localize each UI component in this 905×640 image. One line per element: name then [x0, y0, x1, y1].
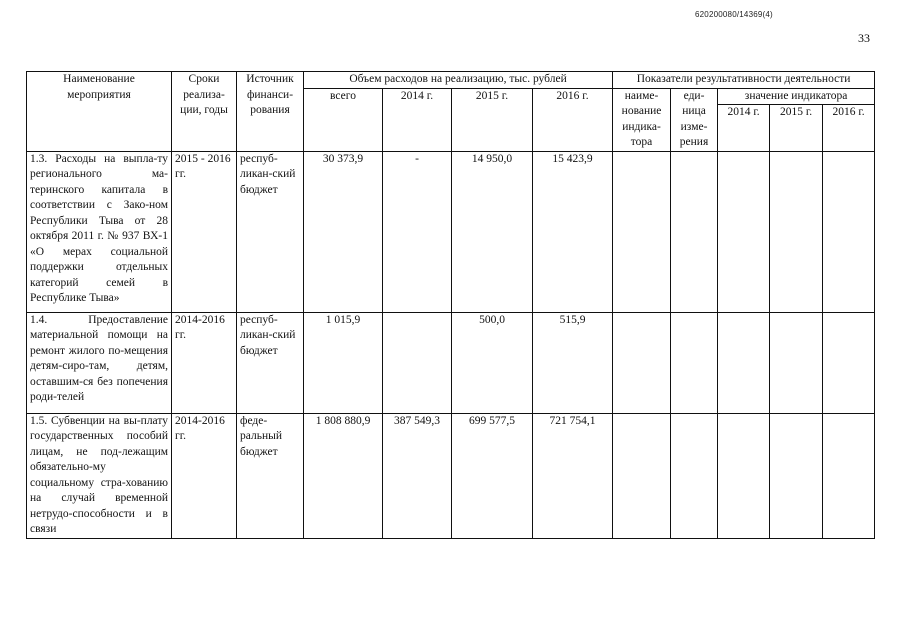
activity-2016: 721 754,1	[533, 413, 613, 538]
header-period: Сроки реализа-ции, годы	[172, 72, 237, 152]
activity-2016: 15 423,9	[533, 151, 613, 312]
header-2015: 2015 г.	[452, 88, 533, 151]
activity-total: 1 015,9	[304, 312, 383, 413]
header-total: всего	[304, 88, 383, 151]
table-row	[27, 151, 875, 312]
table-row	[27, 312, 875, 413]
activity-2014	[383, 312, 452, 413]
program-activities-table	[26, 71, 875, 539]
activity-source: респуб-ликан-ский бюджет	[237, 151, 304, 312]
document-id: 620200080/14369(4)	[695, 10, 773, 19]
indicator-2014-cell	[718, 151, 770, 312]
activity-2015: 500,0	[452, 312, 533, 413]
header-2016: 2016 г.	[533, 88, 613, 151]
activity-period: 2014-2016 гг.	[172, 312, 237, 413]
indicator-2014-cell	[718, 413, 770, 538]
header-volume-group: Объем расходов на реализацию, тыс. рублей	[304, 72, 613, 89]
activity-2014: -	[383, 151, 452, 312]
activity-2014: 387 549,3	[383, 413, 452, 538]
header-indicator-2015: 2015 г.	[770, 105, 823, 151]
activity-2015: 699 577,5	[452, 413, 533, 538]
indicator-name-cell	[613, 413, 671, 538]
page-number: 33	[858, 31, 870, 45]
indicator-2016-cell	[823, 151, 875, 312]
activity-source: респуб-ликан-ский бюджет	[237, 312, 304, 413]
indicator-2014-cell	[718, 312, 770, 413]
activity-name: 1.5. Субвенции на вы-плату государственных пособий лицам, не под-лежащим обязательно-му социальному стра-хованию на случай временной нетрудо-способности и в связи	[27, 413, 172, 538]
indicator-2015-cell	[770, 413, 823, 538]
header-2014: 2014 г.	[383, 88, 452, 151]
activity-total: 30 373,9	[304, 151, 383, 312]
header-indicator-2014: 2014 г.	[718, 105, 770, 151]
header-source: Источник финанси-рования	[237, 72, 304, 152]
activity-name: 1.4. Предоставление материальной помощи на ремонт жилого по-мещения детям-сиро-там, детям, оставшим-ся без попечения роди-телей	[27, 312, 172, 413]
header-indicator-2016: 2016 г.	[823, 105, 875, 151]
activity-total: 1 808 880,9	[304, 413, 383, 538]
indicator-2016-cell	[823, 312, 875, 413]
activity-name: 1.3. Расходы на выпла-ту регионального ма-теринского капитала в соответствии с Зако-ном Республики Тыва от 28 октября 2011 г. № 937 ВХ-1 «О мерах социальной поддержки отдельных категорий семей в Республике Тыва»	[27, 151, 172, 312]
activity-2015: 14 950,0	[452, 151, 533, 312]
indicator-unit-cell	[671, 312, 718, 413]
activity-period: 2015 - 2016 гг.	[172, 151, 237, 312]
table-row	[27, 413, 875, 538]
indicator-unit-cell	[671, 413, 718, 538]
header-indicator-value-group: значение индикатора	[718, 88, 875, 105]
indicator-2015-cell	[770, 151, 823, 312]
indicator-name-cell	[613, 312, 671, 413]
activity-2016: 515,9	[533, 312, 613, 413]
indicator-unit-cell	[671, 151, 718, 312]
header-indicators-group: Показатели результативности деятельности	[613, 72, 875, 89]
header-indicator-name: наиме-нование индика-тора	[613, 88, 671, 151]
indicator-2015-cell	[770, 312, 823, 413]
indicator-name-cell	[613, 151, 671, 312]
header-indicator-unit: еди-ница изме-рения	[671, 88, 718, 151]
header-name: Наименование мероприятия	[27, 72, 172, 152]
activity-period: 2014-2016 гг.	[172, 413, 237, 538]
indicator-2016-cell	[823, 413, 875, 538]
activity-source: феде-ральный бюджет	[237, 413, 304, 538]
